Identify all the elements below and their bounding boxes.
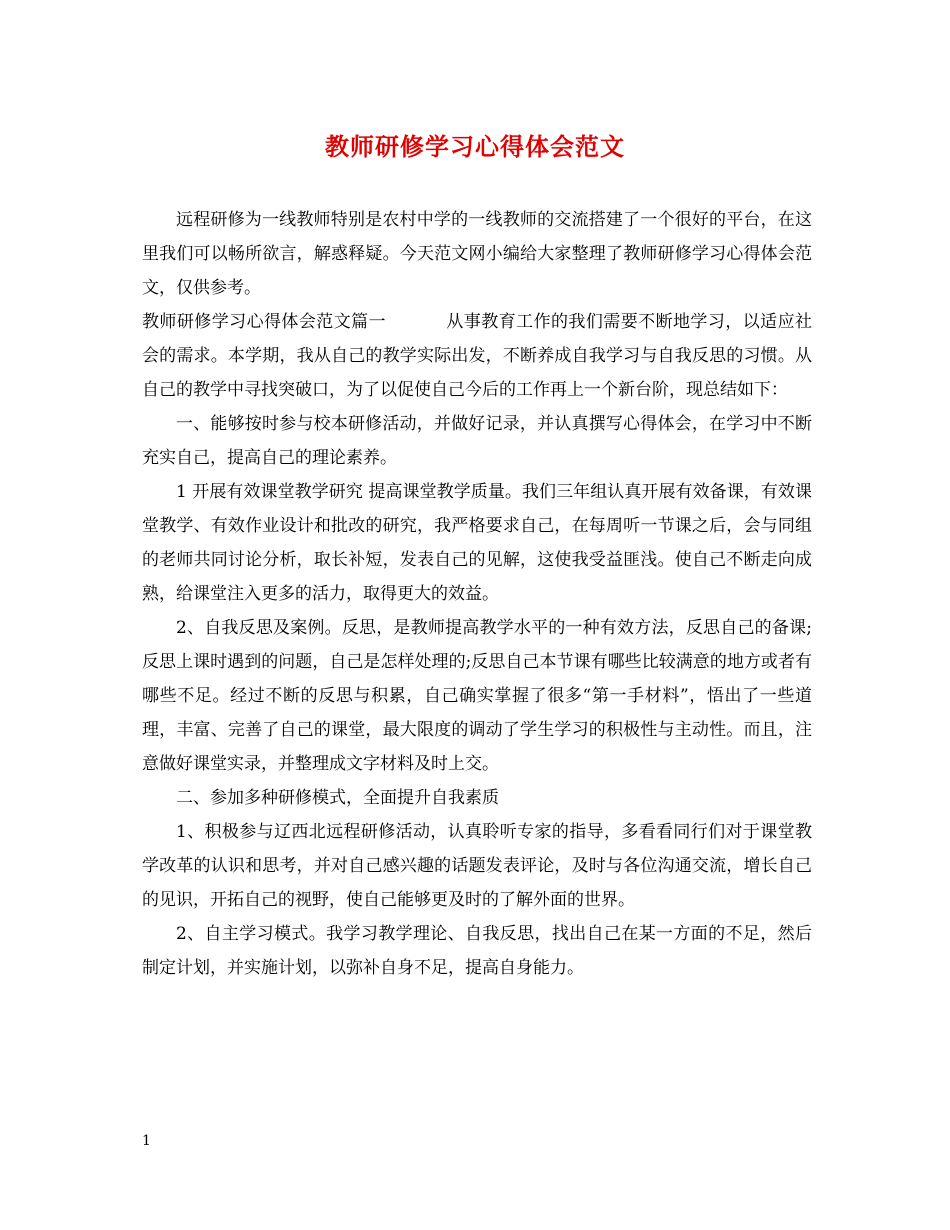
section-paragraph	[142, 305, 812, 407]
body-paragraph-1: 一、能够按时参与校本研修活动，并做好记录，并认真撰写心得体会，在学习中不断充实自己，提高自己的理论素养。	[142, 414, 812, 468]
body-paragraph-4: 二、参加多种研修模式，全面提升自我素质	[176, 788, 499, 808]
page-title: 教师研修学习心得体会范文	[325, 132, 625, 161]
section-text: 从事教育工作的我们需要不断地学习，以适应社会的需求。本学期，我从自己的教学实际出发，不断养成自我学习与自我反思的习惯。从自己的教学中寻找突破口，为了以促使自己今后的工作再上一个新台阶，现总结如下：	[142, 312, 812, 400]
intro-paragraph: 远程研修为一线教师特别是农村中学的一线教师的交流搭建了一个很好的平台，在这里我们可以畅所欲言，解惑释疑。今天范文网小编给大家整理了教师研修学习心得体会范文，仅供参考。	[142, 210, 812, 298]
document-body	[142, 203, 812, 985]
body-paragraph-2: 1 开展有效课堂教学研究 提高课堂教学质量。我们三年组认真开展有效备课，有效课堂教学、有效作业设计和批改的研究，我严格要求自己，在每周听一节课之后，会与同组的老师共同讨论分析，取长补短，发表自己的见解，这使我受益匪浅。使自己不断走向成熟，给课堂注入更多的活力，取得更大的效益。	[142, 482, 812, 604]
body-paragraph-6: 2、自主学习模式。我学习教学理论、自我反思，找出自己在某一方面的不足，然后制定计划，并实施计划，以弥补自身不足，提高自身能力。	[142, 924, 812, 978]
section-heading: 教师研修学习心得体会范文篇一	[142, 312, 386, 332]
page-number: 1	[142, 1133, 151, 1149]
body-paragraph-5: 1、积极参与辽西北远程研修活动，认真聆听专家的指导，多看看同行们对于课堂教学改革的认识和思考，并对自己感兴趣的话题发表评论，及时与各位沟通交流，增长自己的见识，开拓自己的视野，使自己能够更及时的了解外面的世界。	[142, 822, 812, 910]
body-paragraph-3: 2、自我反思及案例。反思，是教师提高教学水平的一种有效方法，反思自己的备课;反思上课时遇到的问题，自己是怎样处理的;反思自己本节课有哪些比较满意的地方或者有哪些不足。经过不断的反思与积累，自己确实掌握了很多“第一手材料”，悟出了一些道理，丰富、完善了自己的课堂，最大限度的调动了学生学习的积极性与主动性。而且，注意做好课堂实录，并整理成文字材料及时上交。	[142, 618, 812, 774]
